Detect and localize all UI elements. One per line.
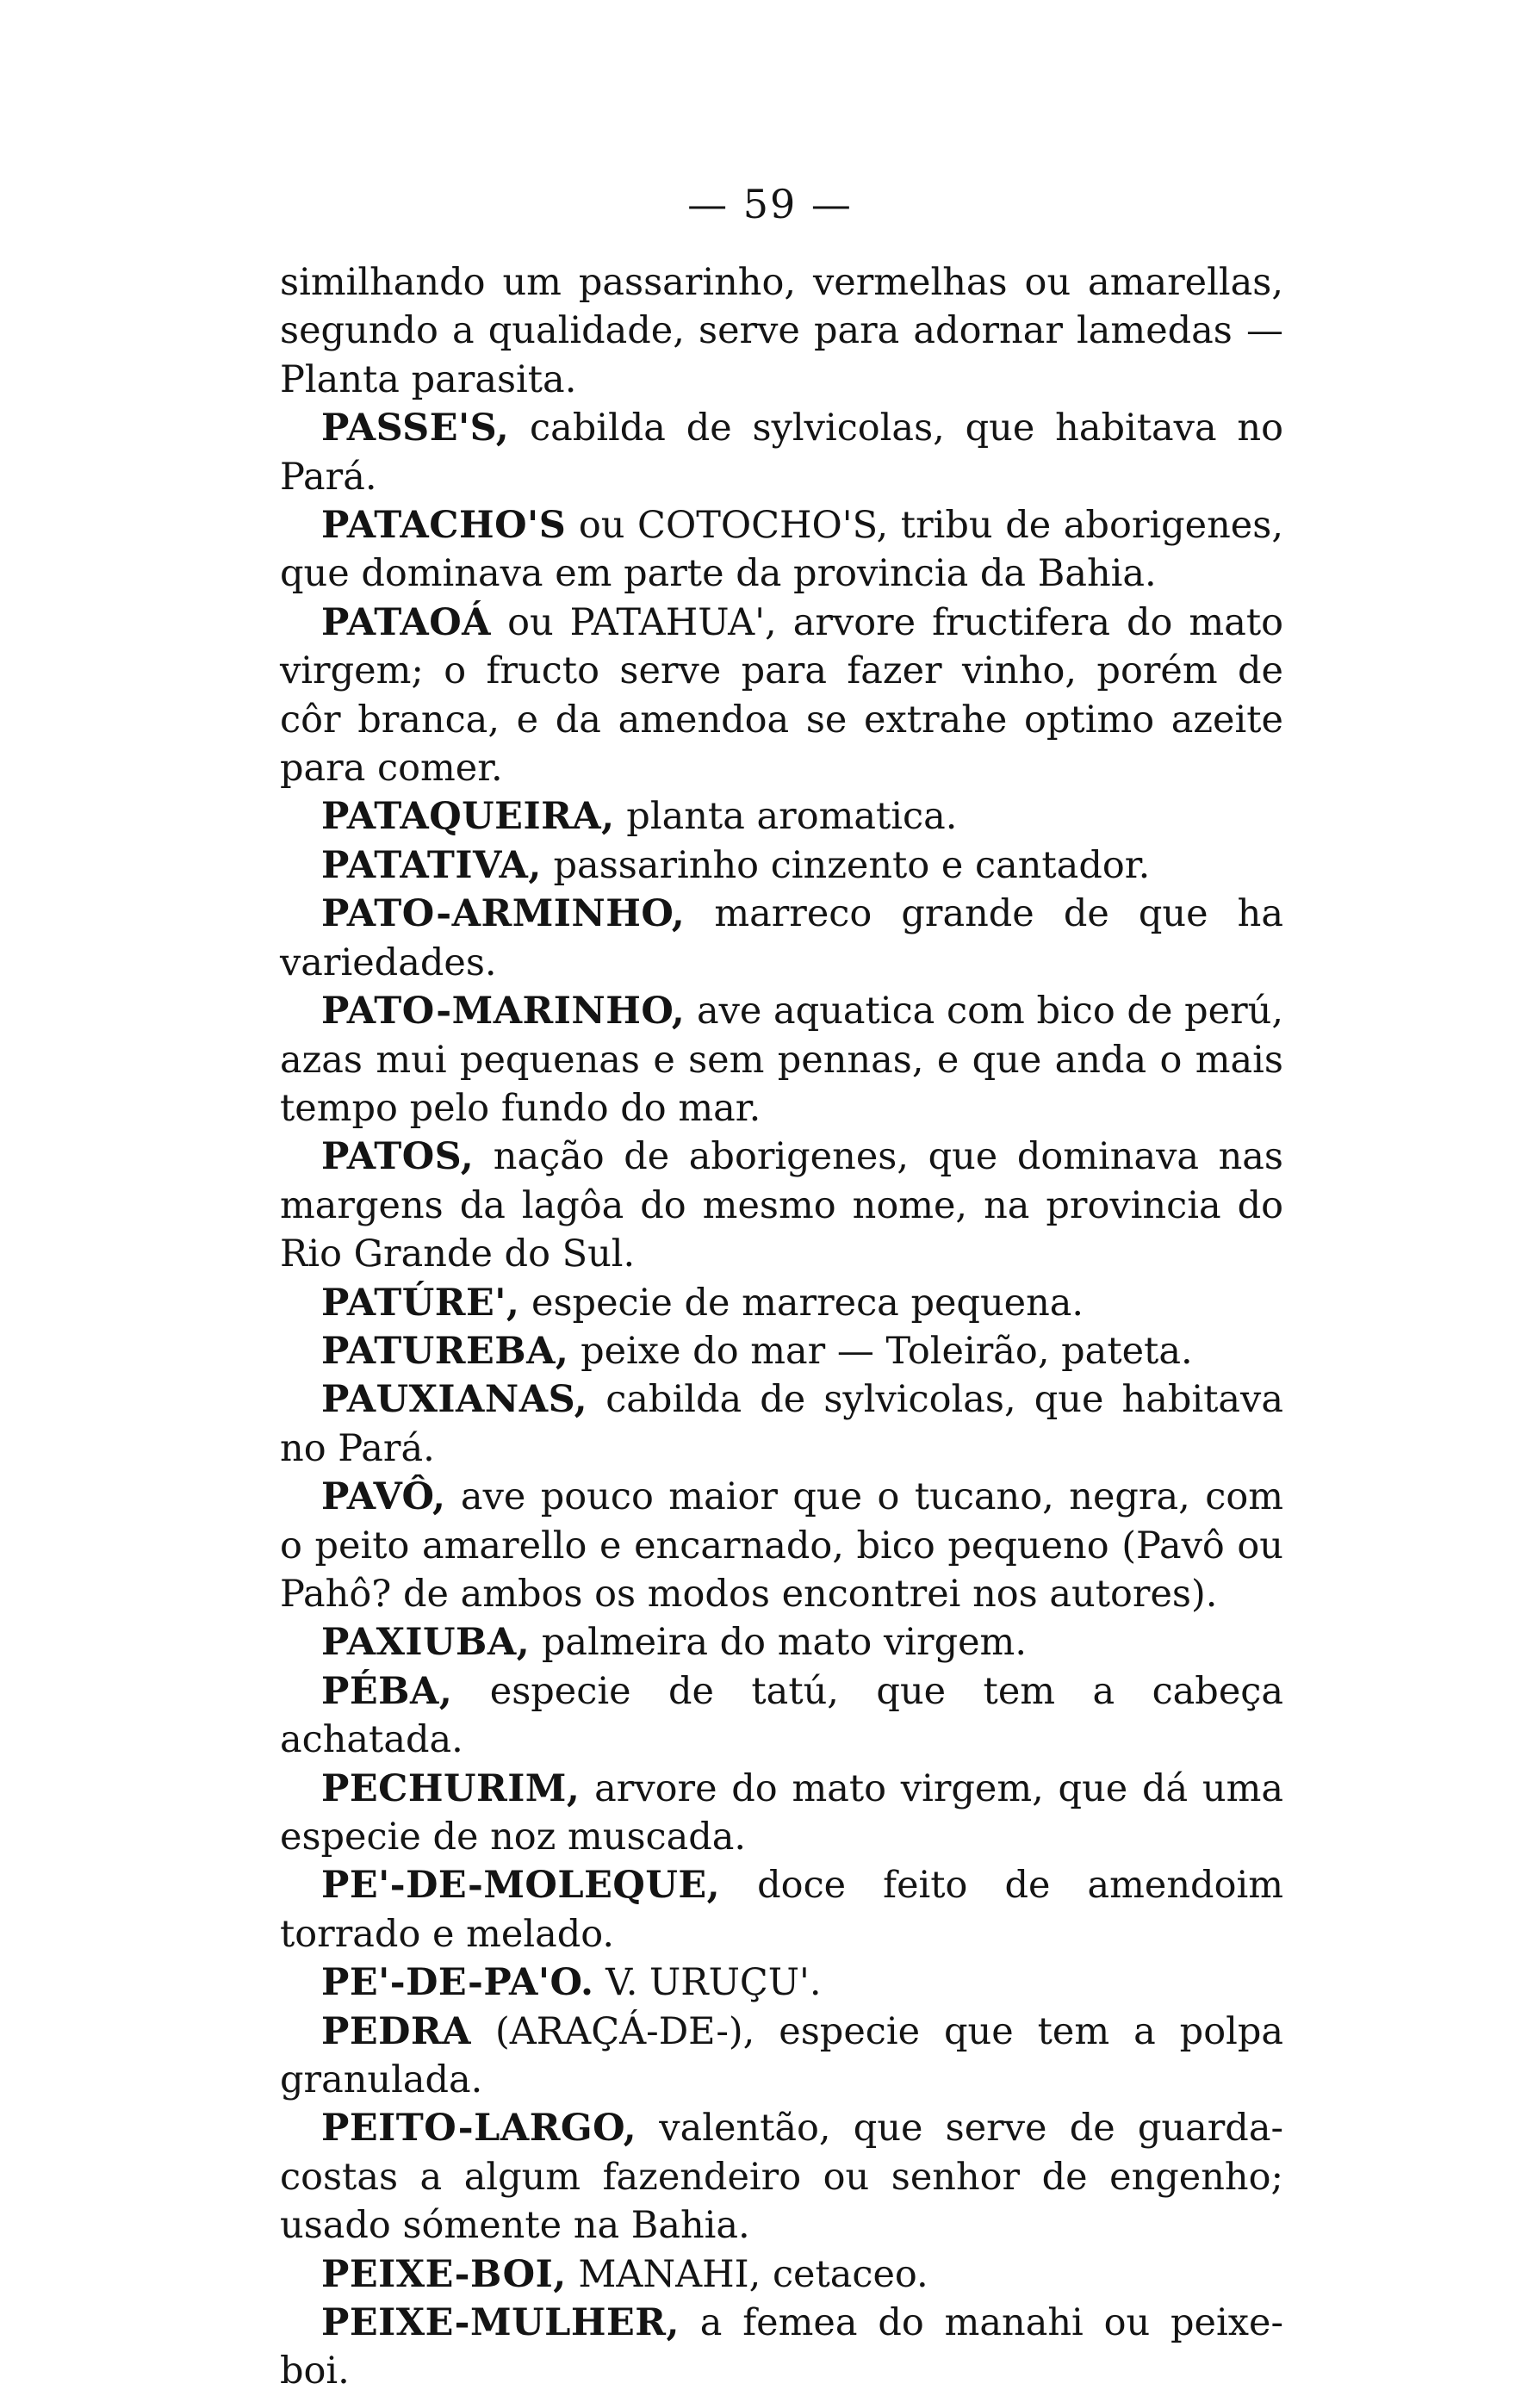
entry-headword: PATAQUEIRA,	[321, 795, 615, 839]
entry-headword: PEITO-LARGO,	[321, 2107, 637, 2151]
entry-headword: PAUXIANAS,	[321, 1378, 588, 1422]
dictionary-entry	[280, 792, 1283, 841]
entry-definition: V. URUÇU'.	[593, 1961, 822, 2005]
dictionary-entry	[280, 404, 1283, 501]
entry-headword: PE'-DE-PA'O.	[321, 1961, 594, 2005]
entry-definition: ou COTOCHO'S, tribu de aborigenes, que dominava em parte da provincia da Bahia.	[280, 504, 1283, 596]
entry-headword: PATAOÁ	[321, 600, 492, 644]
entry-definition: marreco grande de que ha variedades.	[280, 892, 1283, 984]
entry-headword: PEDRA	[321, 2009, 471, 2053]
entry-headword: PE'-DE-MOLEQUE,	[321, 1864, 721, 1908]
dictionary-entry	[280, 1667, 1283, 1765]
dictionary-entry	[280, 2299, 1283, 2396]
dictionary-entry	[280, 599, 1283, 793]
entry-headword: PATACHO'S	[321, 504, 567, 548]
dictionary-entry	[280, 2104, 1283, 2250]
entry-headword: PATATIVA,	[321, 843, 542, 887]
continuation-paragraph: similhando um passarinho, vermelhas ou amarellas, segundo a qualidade, serve para adornar lamedas — Planta parasita.	[280, 261, 1283, 401]
dictionary-entry	[280, 1375, 1283, 1473]
dictionary-entry	[280, 987, 1283, 1133]
entry-headword: PAXIUBA,	[321, 1621, 531, 1665]
dictionary-entry	[280, 1473, 1283, 1618]
entry-headword: PATÚRE',	[321, 1281, 520, 1325]
entry-definition: planta aromatica.	[614, 795, 958, 839]
entry-headword: PATO-ARMINHO,	[321, 892, 686, 936]
entry-definition: cabilda de sylvicolas, que habitava no Pará.	[280, 407, 1283, 499]
entry-headword: PEIXE-BOI,	[321, 2252, 567, 2296]
entry-definition: a femea do manahi ou peixe-boi.	[280, 2301, 1283, 2393]
entry-headword: PASSE'S,	[321, 407, 510, 450]
entry-definition: ave pouco maior que o tucano, negra, com o peito amarello e encarnado, bico pequeno (Pavô ou Pahô? de ambos os modos encontrei nos autores).	[280, 1475, 1283, 1616]
dictionary-text	[280, 258, 1283, 2396]
dictionary-entry	[280, 2008, 1283, 2105]
dictionary-entry	[280, 1861, 1283, 1958]
dictionary-entry	[280, 1133, 1283, 1278]
entry-definition: doce feito de amendoim torrado e melado.	[280, 1864, 1283, 1956]
entry-definition: cabilda de sylvicolas, que habitava no Pará.	[280, 1378, 1283, 1470]
dictionary-entry	[280, 501, 1283, 599]
dictionary-entry	[280, 1279, 1283, 1327]
page-number: — 59 —	[687, 181, 853, 227]
dictionary-entry	[280, 2250, 1283, 2299]
entry-headword: PATUREBA,	[321, 1329, 569, 1373]
dictionary-entry	[280, 1327, 1283, 1375]
entry-definition: ave aquatica com bico de perú, azas mui pequenas e sem pennas, e que anda o mais tempo pelo fundo do mar.	[280, 990, 1283, 1130]
entry-definition: valentão, que serve de guarda-costas a algum fazendeiro ou senhor de engenho; usado sómente na Bahia.	[280, 2107, 1283, 2248]
entry-definition: passarinho cinzento e cantador.	[541, 843, 1151, 887]
dictionary-entry	[280, 1618, 1283, 1667]
entry-definition: ou PATAHUA', arvore fructifera do mato virgem; o fructo serve para fazer vinho, porém de côr branca, e da amendoa se extrahe optimo azeite para comer.	[280, 600, 1283, 791]
entry-headword: PÉBA,	[321, 1669, 453, 1713]
entry-definition: arvore do mato virgem, que dá uma especie de noz muscada.	[280, 1766, 1283, 1859]
dictionary-entry	[280, 890, 1283, 987]
entry-definition: nação de aborigenes, que dominava nas margens da lagôa do mesmo nome, na provincia do Rio Grande do Sul.	[280, 1135, 1283, 1276]
entry-headword: PATO-MARINHO,	[321, 990, 686, 1034]
entry-headword: PECHURIM,	[321, 1766, 581, 1810]
entry-definition: MANAHI, cetaceo.	[566, 2252, 928, 2296]
entry-definition: especie de marreca pequena.	[519, 1281, 1084, 1325]
entry-definition: especie de tatú, que tem a cabeça achatada.	[280, 1669, 1283, 1762]
dictionary-entry	[280, 841, 1283, 890]
entry-headword: PEIXE-MULHER,	[321, 2301, 680, 2345]
entry-definition: peixe do mar — Toleirão, pateta.	[568, 1329, 1193, 1373]
entry-definition: (ARAÇÁ-DE-), especie que tem a polpa granulada.	[280, 2009, 1283, 2102]
entry-definition: palmeira do mato virgem.	[530, 1621, 1027, 1665]
entry-headword: PAVÔ,	[321, 1475, 446, 1519]
dictionary-entry	[280, 1958, 1283, 2007]
entry-headword: PATOS,	[321, 1135, 475, 1179]
dictionary-entry	[280, 1765, 1283, 1862]
